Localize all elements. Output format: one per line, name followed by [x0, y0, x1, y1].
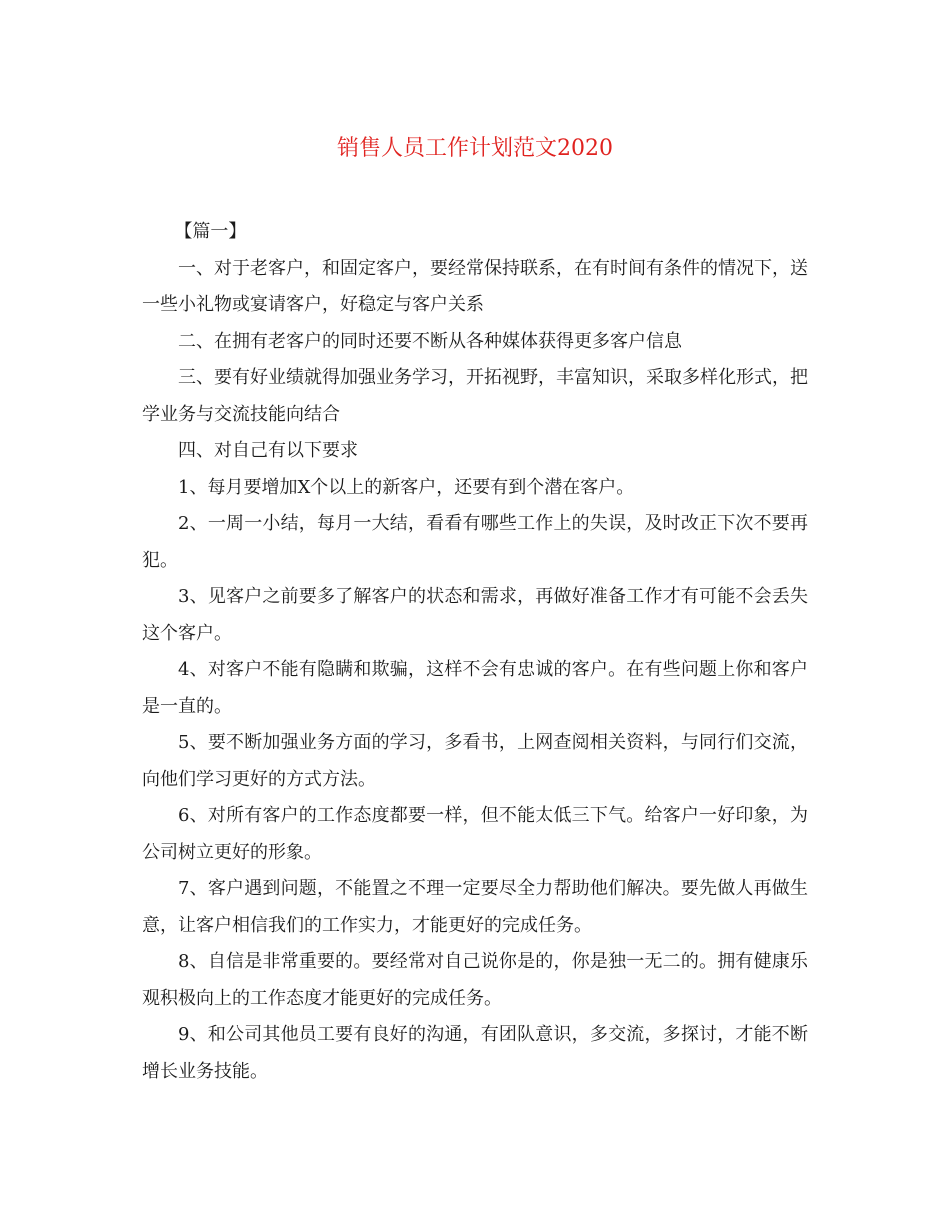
paragraph: 8、自信是非常重要的。要经常对自己说你是的，你是独一无二的。拥有健康乐观积极向上的工作态度才能更好的完成任务。 [142, 951, 808, 1009]
document-body [142, 214, 808, 1090]
paragraph: 三、要有好业绩就得加强业务学习，开拓视野，丰富知识，采取多样化形式，把学业务与交流技能向结合 [142, 367, 808, 425]
paragraph: 四、对自己有以下要求 [178, 440, 358, 461]
paragraph: 一、对于老客户，和固定客户，要经常保持联系，在有时间有条件的情况下，送一些小礼物或宴请客户，好稳定与客户关系 [142, 257, 808, 315]
paragraph: 二、在拥有老客户的同时还要不断从各种媒体获得更多客户信息 [178, 330, 682, 352]
paragraph: 5、要不断加强业务方面的学习，多看书，上网查阅相关资料，与同行们交流，向他们学习更好的方式方法。 [142, 732, 808, 790]
paragraph: 4、对客户不能有隐瞒和欺骗，这样不会有忠诚的客户。在有些问题上你和客户是一直的。 [142, 659, 808, 717]
section-heading: 【篇一】 [174, 221, 247, 242]
paragraph: 3、见客户之前要多了解客户的状态和需求，再做好准备工作才有可能不会丢失这个客户。 [142, 586, 808, 644]
paragraph: 9、和公司其他员工要有良好的沟通，有团队意识，多交流，多探讨，才能不断增长业务技能。 [142, 1024, 808, 1082]
paragraph: 1、每月要增加X个以上的新客户，还要有到个潜在客户。 [178, 476, 635, 498]
paragraph: 7、客户遇到问题，不能置之不理一定要尽全力帮助他们解决。要先做人再做生意，让客户相信我们的工作实力，才能更好的完成任务。 [142, 878, 808, 936]
document-title: 销售人员工作计划范文2020 [337, 136, 613, 161]
paragraph: 6、对所有客户的工作态度都要一样，但不能太低三下气。给客户一好印象，为公司树立更好的形象。 [142, 805, 808, 863]
paragraph: 2、一周一小结，每月一大结，看看有哪些工作上的失误，及时改正下次不要再犯。 [142, 513, 808, 571]
